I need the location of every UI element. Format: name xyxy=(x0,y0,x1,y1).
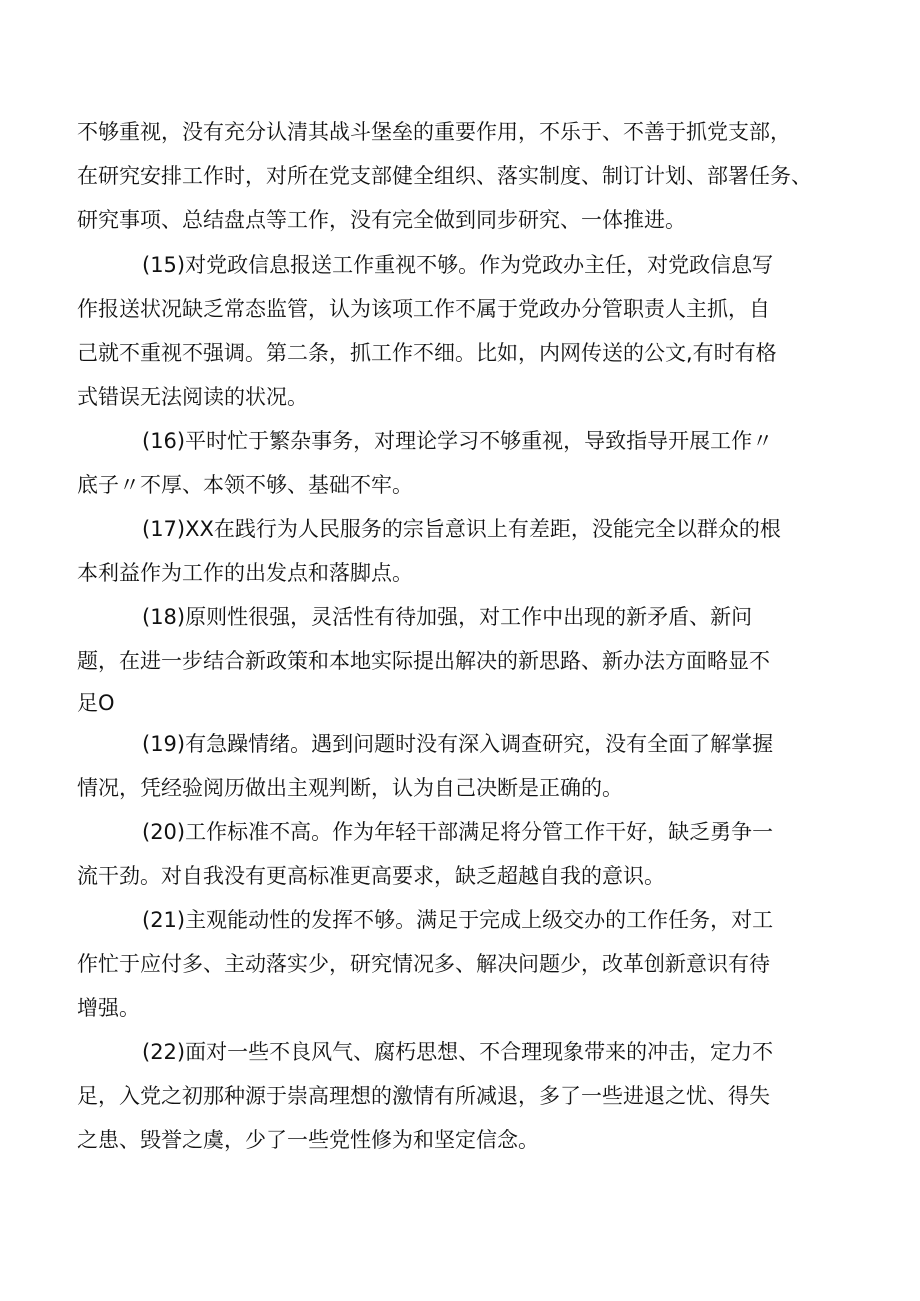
text-line: 不够重视，没有充分认清其战斗堡垒的重要作用，不乐于、不善于抓党支部， xyxy=(77,120,791,144)
text-line: 增强。 xyxy=(77,996,140,1020)
text-line: 之患、毁誉之虞，少了一些党性修为和坚定信念。 xyxy=(77,1128,539,1152)
paragraph-20-start: (20)工作标准不高。作为年轻干部满足将分管工作干好，缺乏勇争一 xyxy=(142,820,774,844)
text-line: 底子〃不厚、本领不够、基础不牢。 xyxy=(77,473,413,497)
text-line: 情况，凭经验阅历做出主观判断，认为自己决断是正确的。 xyxy=(77,776,623,800)
text-line: 在研究安排工作时，对所在党支部健全组织、落实制度、制订计划、部署任务、 xyxy=(77,164,812,188)
text-line: 流干劲。对自我没有更高标准更高要求，缺乏超越自我的意识。 xyxy=(77,864,665,888)
paragraph-15-start: (15)对党政信息报送工作重视不够。作为党政办主任，对党政信息写 xyxy=(142,253,774,277)
text-line: 足，入党之初那种源于崇高理想的激情有所减退，多了一些进退之忧、得失 xyxy=(77,1084,770,1108)
text-line: 足O xyxy=(77,691,115,715)
paragraph-17-start: (17)XX在践行为人民服务的宗旨意识上有差距，没能完全以群众的根 xyxy=(142,517,781,541)
paragraph-16-start: (16)平时忙于繁杂事务，对理论学习不够重视，导致指导开展工作〃 xyxy=(142,429,774,453)
text-line: 本利益作为工作的出发点和落脚点。 xyxy=(77,561,413,585)
paragraph-19-start: (19)有急躁情绪。遇到问题时没有深入调查研究，没有全面了解掌握 xyxy=(142,732,774,756)
text-line: 式错误无法阅读的状况。 xyxy=(77,385,308,409)
text-line: 作忙于应付多、主动落实少，研究情况多、解决问题少，改革创新意识有待 xyxy=(77,952,770,976)
text-line: 己就不重视不强调。第二条，抓工作不细。比如，内网传送的公文,有时有格 xyxy=(77,341,777,365)
paragraph-21-start: (21)主观能动性的发挥不够。满足于完成上级交办的工作任务，对工 xyxy=(142,908,774,932)
text-line: 题，在进一步结合新政策和本地实际提出解决的新思路、新办法方面略显不 xyxy=(77,649,770,673)
text-line: 研究事项、总结盘点等工作，没有完全做到同步研究、一体推进。 xyxy=(77,208,686,232)
text-line: 作报送状况缺乏常态监管，认为该项工作不属于党政办分管职责人主抓，自 xyxy=(77,297,770,321)
paragraph-18-start: (18)原则性很强，灵活性有待加强，对工作中出现的新矛盾、新问 xyxy=(142,605,753,629)
paragraph-22-start: (22)面对一些不良风气、腐朽思想、不合理现象带来的冲击，定力不 xyxy=(142,1040,774,1064)
